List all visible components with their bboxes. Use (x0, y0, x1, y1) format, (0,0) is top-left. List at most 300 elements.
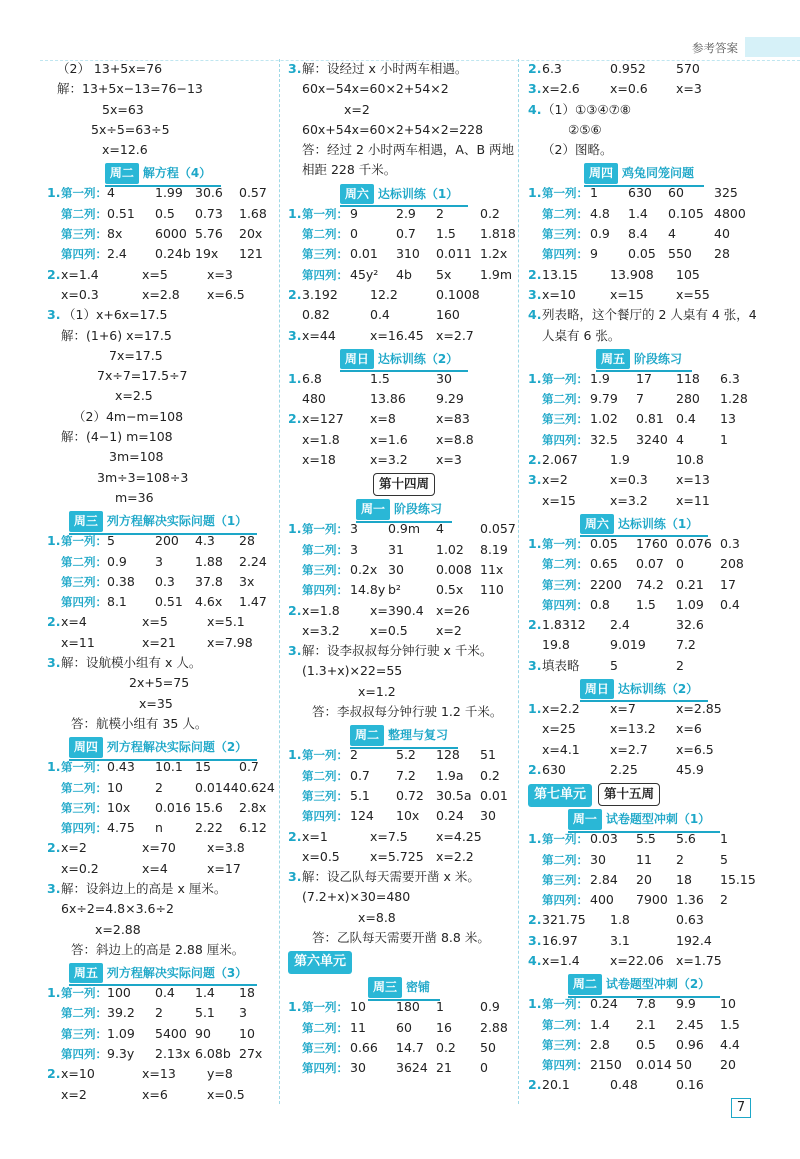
row-label: 第二列： (542, 852, 588, 867)
answer-value: 90 (195, 1025, 211, 1041)
answer-value: 3m=108 (109, 449, 164, 465)
answer-value: 208 (720, 556, 744, 572)
question-number: 1. (288, 747, 302, 763)
answer-value: 0.076 (676, 535, 712, 551)
answer-value: x=0.5 (302, 848, 340, 864)
answer-row (288, 682, 520, 702)
answer-row (47, 838, 279, 858)
answer-value: x=3.8 (207, 840, 245, 856)
question-number: 2. (288, 286, 302, 302)
section-title: 达标训练（1） (617, 516, 699, 531)
unit-title: 第六单元 (288, 951, 352, 973)
answer-value: 0.01 (480, 787, 508, 803)
answer-value: x=8.8 (358, 909, 396, 925)
answer-value: x=0.5 (207, 1086, 245, 1102)
answer-column-1 (47, 59, 279, 1105)
answer-value: 答：乙队每天需要开凿 8.8 米。 (312, 929, 490, 945)
answer-value: x=26 (436, 602, 470, 618)
answer-value: 5x÷5=63÷5 (91, 121, 170, 137)
answer-value: 14.7 (396, 1039, 424, 1055)
answer-value: 0.008 (436, 561, 472, 577)
answer-row (288, 887, 520, 907)
answer-value: 0.9 (590, 226, 610, 242)
answer-value: 0.4 (370, 307, 390, 323)
answer-value: 60x+54x=60×2+54×2=228 (302, 121, 484, 137)
answer-row (528, 575, 760, 595)
section-heading (47, 960, 279, 983)
answer-value: x=2 (542, 472, 568, 488)
answer-value: 0.73 (195, 205, 223, 221)
answer-row (288, 519, 520, 539)
section-day-tag: 周六 (580, 514, 614, 534)
question-number: 1. (528, 535, 542, 551)
row-label: 第一列： (61, 986, 107, 1001)
answer-value: 30.5a (436, 787, 472, 803)
answer-row (47, 552, 279, 572)
question-number: 4. (528, 952, 542, 968)
answer-value: 3 (350, 541, 358, 557)
answer-value: x=2.85 (676, 701, 722, 717)
answer-value: 1 (590, 185, 598, 201)
section-day-tag: 周日 (580, 679, 614, 699)
answer-value: 3 (155, 553, 163, 569)
question-number: 3. (288, 869, 302, 885)
answer-value: 9 (590, 246, 598, 262)
answer-value: x=35 (139, 695, 173, 711)
answer-value: 解：设经过 x 小时两车相遇。 (302, 61, 468, 76)
answer-value: 400 (590, 892, 614, 908)
answer-row (47, 1044, 279, 1064)
row-label: 第三列： (542, 227, 588, 242)
answer-row (47, 612, 279, 632)
answer-row (47, 204, 279, 224)
answer-row (288, 560, 520, 580)
row-label: 第一列： (542, 186, 588, 201)
answer-value: x=6.5 (676, 741, 714, 757)
answer-column-3 (528, 59, 760, 1096)
answer-value: 0.05 (590, 535, 618, 551)
answer-value: 相距 228 千米。 (302, 162, 397, 178)
answer-value: 1.4 (628, 205, 648, 221)
answer-value: x=3 (436, 452, 462, 468)
answer-value: 39.2 (107, 1005, 135, 1021)
answer-value: x=11 (676, 492, 710, 508)
answer-value: 2200 (590, 576, 622, 592)
answer-value: 9.3y (107, 1046, 135, 1062)
row-label: 第一列： (302, 206, 348, 221)
question-number: 2. (47, 840, 61, 856)
column-divider (279, 59, 280, 1104)
question-number: 2. (528, 912, 542, 928)
answer-value: 5400 (155, 1025, 187, 1041)
answer-value: 0.96 (676, 1036, 704, 1052)
answer-row (47, 326, 279, 346)
answer-value: 6x÷2=4.8×3.6÷2 (61, 901, 174, 917)
answer-row (47, 244, 279, 264)
answer-value: 0.24b (155, 246, 191, 262)
answer-value: 1.8312 (542, 617, 586, 633)
row-label: 第四列： (542, 432, 588, 447)
answer-value: x=10 (542, 286, 576, 302)
answer-value: （2）4m−m=108 (73, 408, 184, 424)
section-day-tag: 周日 (340, 349, 374, 369)
answer-row (528, 870, 760, 890)
answer-value: x=4 (142, 860, 168, 876)
answer-value: 0.014 (636, 1057, 672, 1073)
answer-value: 40 (714, 226, 730, 242)
answer-value: x=5.1 (207, 614, 245, 630)
answer-value: 0.72 (396, 787, 424, 803)
answer-value: x=18 (302, 452, 336, 468)
question-number: 3. (528, 932, 542, 948)
answer-value: x=2.2 (436, 848, 474, 864)
answer-value: x=5 (142, 614, 168, 630)
answer-row (528, 699, 760, 719)
row-label: 第一列： (302, 1000, 348, 1015)
answer-row (47, 468, 279, 488)
answer-row (288, 79, 520, 99)
answer-value: 0.24 (590, 996, 618, 1012)
row-label: 第三列： (61, 1026, 107, 1041)
answer-value: 0.2x (350, 561, 378, 577)
answer-value: 9.79 (590, 391, 618, 407)
answer-value: 30 (388, 561, 404, 577)
answer-value: x=1.8 (302, 602, 340, 618)
row-label: 第四列： (302, 809, 348, 824)
answer-value: 1760 (636, 535, 668, 551)
answer-value: x=0.3 (610, 472, 648, 488)
answer-value: 121 (239, 246, 263, 262)
answer-value: 9.019 (610, 637, 646, 653)
answer-row (47, 366, 279, 386)
answer-value: 4b (396, 266, 412, 282)
answer-value: 15.6 (195, 799, 223, 815)
answer-value: 480 (302, 391, 326, 407)
question-number: 3. (288, 643, 302, 659)
answer-row (528, 305, 760, 325)
answer-value: x=2.8 (142, 286, 180, 302)
answer-row (47, 940, 279, 960)
unit-title: 第七单元 (528, 784, 592, 806)
answer-row (47, 757, 279, 777)
row-label: 第三列： (542, 577, 588, 592)
answer-value: 解：设航模小组有 x 人。 (61, 655, 202, 671)
answer-value: 4 (676, 431, 684, 447)
section-heading (47, 734, 279, 757)
question-number: 3. (47, 880, 61, 896)
answer-value: 128 (436, 747, 460, 763)
section-day-tag: 周三 (69, 511, 103, 531)
week-title: 第十四周 (373, 473, 435, 495)
answer-row (47, 1003, 279, 1023)
answer-value: 0.16 (676, 1077, 704, 1093)
answer-value: 0.63 (676, 912, 704, 928)
answer-value: 28 (239, 533, 255, 549)
answer-value: 2.88 (480, 1019, 508, 1035)
answer-row (288, 1058, 520, 1078)
answer-value: 4800 (714, 205, 746, 221)
answer-value: 0.4 (720, 596, 740, 612)
answer-row (288, 100, 520, 120)
section-heading (47, 160, 279, 183)
answer-value: x=15 (610, 286, 644, 302)
question-number: 3. (528, 472, 542, 488)
row-label: 第四列： (542, 893, 588, 908)
answer-row (288, 204, 520, 224)
answer-value: 解：(4−1) m=108 (61, 429, 173, 445)
answer-row (288, 928, 520, 948)
row-label: 第一列： (542, 536, 588, 551)
answer-value: 1.88 (195, 553, 223, 569)
answer-value: 0.21 (676, 576, 704, 592)
answer-value: 1.9 (610, 452, 630, 468)
question-number: 1. (47, 759, 61, 775)
answer-value: 8.19 (480, 541, 508, 557)
answer-value: x=2.5 (115, 388, 153, 404)
answer-value: 9.29 (436, 391, 464, 407)
answer-row (288, 140, 520, 160)
answer-value: x=4.25 (436, 828, 482, 844)
answer-value: x=7.5 (370, 828, 408, 844)
question-number: 2. (528, 617, 542, 633)
answer-value: x=0.3 (61, 286, 99, 302)
answer-value: 118 (676, 370, 700, 386)
row-label: 第二列： (302, 768, 348, 783)
section-title: 阶段练习 (394, 502, 443, 517)
row-label: 第四列： (61, 1047, 107, 1062)
answer-value: x=2.7 (610, 741, 648, 757)
answer-value: 2.067 (542, 452, 578, 468)
answer-value: 110 (480, 582, 504, 598)
answer-value: 0.1008 (436, 286, 480, 302)
answer-row (47, 386, 279, 406)
answer-row (47, 285, 279, 305)
answer-row (528, 1075, 760, 1095)
answer-value: 19.8 (542, 637, 570, 653)
answer-value: x=1.75 (676, 952, 722, 968)
answer-value: 10.8 (676, 452, 704, 468)
answer-value: 1.28 (720, 391, 748, 407)
answer-value: 8.1 (107, 594, 127, 610)
answer-value: 0.4 (676, 411, 696, 427)
answer-value: 11 (350, 1019, 366, 1035)
answer-value: x=0.5 (370, 622, 408, 638)
section-heading (288, 974, 520, 997)
answer-value: 0.7 (350, 767, 370, 783)
answer-row (528, 615, 760, 635)
answer-value: x=1.4 (542, 952, 580, 968)
row-label: 第一列： (542, 997, 588, 1012)
answer-value: 321.75 (542, 912, 586, 928)
answer-row (47, 531, 279, 551)
answer-row (528, 656, 760, 676)
answer-row (528, 534, 760, 554)
answer-value: 答：经过 2 小时两车相遇，A、B 两地 (302, 142, 515, 158)
answer-value: 0.7 (396, 226, 416, 242)
answer-value: x=17 (207, 860, 241, 876)
answer-value: 4.3 (195, 533, 215, 549)
answer-row (47, 592, 279, 612)
section-title: 列方程解决实际问题（2） (106, 740, 248, 755)
answer-value: 0.5 (636, 1036, 656, 1052)
answer-value: 20 (720, 1057, 736, 1073)
section-day-tag: 周二 (568, 974, 602, 994)
answer-value: 3.192 (302, 286, 338, 302)
answer-value: x=5.725 (370, 848, 424, 864)
answer-value: 30.6 (195, 185, 223, 201)
answer-value: 3.1 (610, 932, 630, 948)
answer-row (47, 305, 279, 325)
answer-value: 45.9 (676, 761, 704, 777)
answer-value: x=11 (61, 634, 95, 650)
answer-value: x=5 (142, 266, 168, 282)
answer-value: 2 (676, 851, 684, 867)
answer-value: 10 (720, 996, 736, 1012)
answer-value: 解：设乙队每天需要开凿 x 米。 (302, 869, 480, 885)
answer-row (288, 580, 520, 600)
section-title: 列方程解决实际问题（3） (106, 966, 248, 981)
answer-row (47, 488, 279, 508)
answer-value: 6.12 (239, 820, 267, 836)
answer-row (47, 818, 279, 838)
answer-value: 550 (668, 246, 692, 262)
answer-value: 20.1 (542, 1077, 570, 1093)
answer-value: x=4 (61, 614, 87, 630)
question-number: 2. (288, 602, 302, 618)
row-label: 第四列： (302, 583, 348, 598)
section-title: 鸡兔同笼问题 (622, 166, 695, 181)
answer-value: 570 (676, 61, 700, 76)
answer-value: 11x (480, 561, 504, 577)
section-heading (528, 160, 760, 183)
section-title: 解方程（4） (142, 166, 212, 181)
answer-value: 17 (636, 370, 652, 386)
answer-value: 7x÷7=17.5÷7 (97, 368, 188, 384)
answer-value: 4 (107, 185, 115, 201)
answer-value: x=4.1 (542, 741, 580, 757)
section-title: 密铺 (406, 980, 431, 995)
answer-value: 630 (542, 761, 566, 777)
answer-value: 2.8 (590, 1036, 610, 1052)
row-label: 第二列： (302, 542, 348, 557)
answer-row (288, 847, 520, 867)
answer-value: 4 (436, 521, 444, 537)
question-number: 2. (288, 828, 302, 844)
section-title: 阶段练习 (634, 351, 683, 366)
row-label: 第四列： (542, 597, 588, 612)
answer-value: x=8 (370, 411, 396, 427)
answer-row (288, 661, 520, 681)
answer-value: 325 (714, 185, 738, 201)
answer-row (528, 389, 760, 409)
answer-value: x=25 (542, 721, 576, 737)
question-number: 3. (528, 657, 542, 673)
answer-value: 0.5 (155, 205, 175, 221)
answer-value: 1 (436, 999, 444, 1015)
answer-row (528, 450, 760, 470)
answer-row (47, 859, 279, 879)
row-label: 第二列： (61, 554, 107, 569)
answer-value: 5.5 (636, 831, 656, 847)
answer-row (288, 285, 520, 305)
answer-value: 4.75 (107, 820, 135, 836)
answer-value: 4.8 (590, 205, 610, 221)
week-heading (288, 470, 520, 496)
answer-value: 6000 (155, 226, 187, 242)
answer-value: 6.8 (302, 370, 322, 386)
answer-value: 4.4 (720, 1036, 740, 1052)
answer-row (288, 409, 520, 429)
answer-value: x=22.06 (610, 952, 664, 968)
answer-value: 0 (480, 1060, 488, 1076)
answer-value: 解：13+5x−13=76−13 (57, 81, 203, 97)
answer-value: 28 (714, 246, 730, 262)
answer-value: 17 (720, 576, 736, 592)
answer-value: 1.9 (590, 370, 610, 386)
question-number: 1. (47, 533, 61, 549)
row-label: 第一列： (302, 522, 348, 537)
answer-value: 15 (195, 759, 211, 775)
answer-value: x=2 (61, 840, 87, 856)
answer-value: 27x (239, 1046, 263, 1062)
row-label: 第二列： (61, 206, 107, 221)
answer-value: 4 (668, 226, 676, 242)
answer-row (528, 265, 760, 285)
section-title: 试卷题型冲刺（2） (605, 977, 711, 992)
question-number: 1. (288, 999, 302, 1015)
answer-value: 3240 (636, 431, 668, 447)
answer-value: （2） 13+5x=76 (57, 61, 163, 76)
answer-value: x=12.6 (102, 142, 148, 158)
answer-row (47, 1085, 279, 1105)
answer-value: 0.38 (107, 573, 135, 589)
answer-value: x=127 (302, 411, 344, 427)
answer-row (47, 879, 279, 899)
answer-row (288, 806, 520, 826)
answer-value: x=16.45 (370, 327, 424, 343)
answer-row (528, 204, 760, 224)
section-day-tag: 周一 (568, 809, 602, 829)
answer-row (47, 140, 279, 160)
row-label: 第二列： (542, 392, 588, 407)
answer-row (288, 326, 520, 346)
row-label: 第三列： (302, 247, 348, 262)
answer-row (528, 850, 760, 870)
answer-value: x=6 (676, 721, 702, 737)
answer-value: 1.02 (590, 411, 618, 427)
answer-value: b² (388, 582, 401, 598)
answer-value: 2 (436, 205, 444, 221)
answer-value: 2.45 (676, 1016, 704, 1032)
answer-row (528, 595, 760, 615)
answer-value: 16.97 (542, 932, 578, 948)
answer-value: 32.5 (590, 431, 618, 447)
answer-value: 5x (436, 266, 452, 282)
row-label: 第三列： (542, 412, 588, 427)
answer-value: 630 (628, 185, 652, 201)
section-heading (288, 181, 520, 204)
section-day-tag: 周五 (596, 349, 630, 369)
answer-row (528, 470, 760, 490)
answer-value: 15.15 (720, 871, 756, 887)
answer-value: 1.99 (155, 185, 183, 201)
answer-value: 2x+5=75 (129, 675, 190, 691)
answer-value: x=2.88 (95, 921, 141, 937)
answer-value: x=2.6 (542, 81, 580, 97)
answer-value: 8x (107, 226, 123, 242)
row-label: 第四列： (302, 1061, 348, 1076)
answer-value: 答：李叔叔每分钟行驶 1.2 千米。 (312, 704, 503, 720)
